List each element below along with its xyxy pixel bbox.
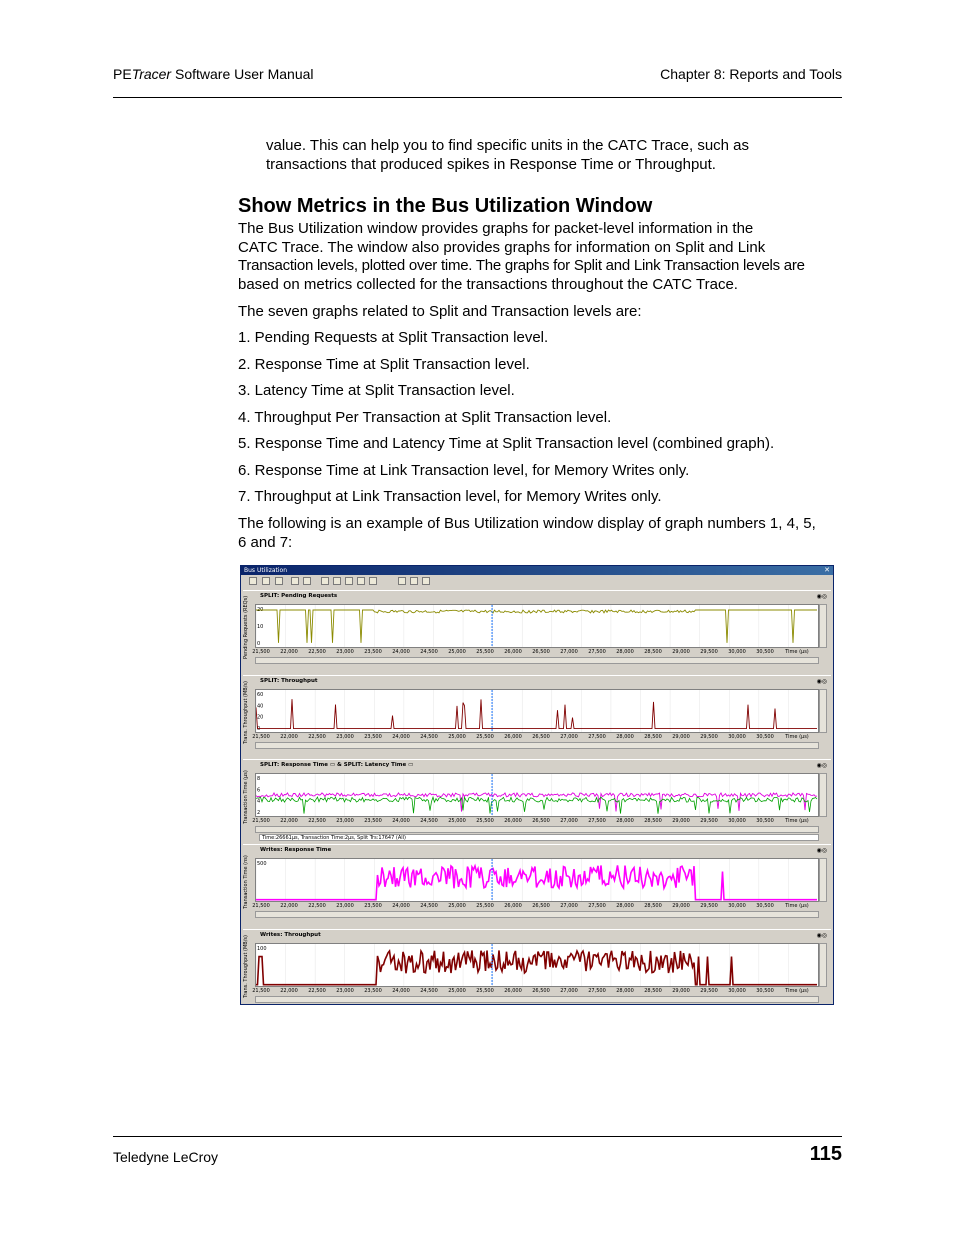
x-tick-label: 23,500 bbox=[364, 988, 382, 994]
y-axis-label: Trans. Throughput (MB/s) bbox=[243, 681, 249, 744]
x-tick-label: 27,500 bbox=[588, 988, 606, 994]
horizontal-scrollbar[interactable] bbox=[255, 996, 819, 1003]
x-tick-label: 25,000 bbox=[448, 649, 466, 655]
graph-panel bbox=[243, 759, 831, 843]
x-tick-label: 23,500 bbox=[364, 903, 382, 909]
y-tick-label: 4 bbox=[257, 798, 261, 805]
page-number: 115 bbox=[809, 1143, 842, 1165]
footer-company: Teledyne LeCroy bbox=[113, 1149, 219, 1165]
x-tick-label: 22,500 bbox=[308, 988, 326, 994]
intro-line-2: transactions that produced spikes in Response Time or Throughput. bbox=[266, 156, 716, 173]
x-tick-label: 26,000 bbox=[504, 818, 522, 824]
collapse-expand-icon[interactable]: ◉◎ bbox=[816, 847, 827, 854]
x-tick-label: 24,000 bbox=[392, 988, 410, 994]
zoom-in-icon[interactable] bbox=[321, 577, 329, 585]
x-tick-label: 30,500 bbox=[756, 818, 774, 824]
collapse-expand-icon[interactable]: ◉◎ bbox=[816, 932, 827, 939]
x-tick-label: 30,000 bbox=[728, 734, 746, 740]
x-tick-label: 30,500 bbox=[756, 988, 774, 994]
vertical-scrollbar[interactable] bbox=[819, 604, 827, 648]
section-paragraph-1 bbox=[238, 220, 844, 294]
series-line bbox=[256, 699, 817, 729]
open-icon[interactable] bbox=[262, 577, 270, 585]
x-unit-label: Time (µs) bbox=[785, 988, 809, 994]
plot-area[interactable] bbox=[255, 858, 819, 902]
x-tick-label: 26,500 bbox=[532, 988, 550, 994]
x-tick-label: 21,500 bbox=[252, 649, 270, 655]
graph-panel bbox=[243, 929, 831, 1005]
x-tick-label: 24,000 bbox=[392, 734, 410, 740]
x-tick-label: 26,500 bbox=[532, 734, 550, 740]
x-axis bbox=[252, 734, 819, 741]
x-tick-label: 28,500 bbox=[644, 734, 662, 740]
running-header-title: PETracer Software User Manual bbox=[113, 66, 314, 82]
y-tick-label: 20 bbox=[257, 714, 264, 721]
y-tick-label: 40 bbox=[257, 703, 264, 710]
sync-icon[interactable] bbox=[410, 577, 418, 585]
collapse-expand-icon[interactable]: ◉◎ bbox=[816, 593, 827, 600]
x-tick-label: 21,500 bbox=[252, 818, 270, 824]
x-tick-label: 27,000 bbox=[560, 818, 578, 824]
window-title: Bus Utilization bbox=[244, 567, 288, 574]
window-title-bar bbox=[241, 566, 833, 575]
zoom-out-icon[interactable] bbox=[333, 577, 341, 585]
toolbar bbox=[241, 576, 833, 588]
footer-rule bbox=[113, 1136, 842, 1137]
x-tick-label: 26,000 bbox=[504, 903, 522, 909]
collapse-expand-icon[interactable]: ◉◎ bbox=[816, 762, 827, 769]
close-icon[interactable]: ✕ bbox=[824, 566, 830, 574]
plot-area[interactable] bbox=[255, 689, 819, 733]
para1-line: Transaction levels, plotted over time. The graphs for Split and Link Transaction levels are bbox=[238, 257, 805, 274]
x-tick-label: 28,500 bbox=[644, 903, 662, 909]
x-tick-label: 22,000 bbox=[280, 649, 298, 655]
vertical-scrollbar[interactable] bbox=[819, 943, 827, 987]
tools-icon[interactable] bbox=[303, 577, 311, 585]
horizontal-scrollbar[interactable] bbox=[255, 826, 819, 833]
x-tick-label: 23,000 bbox=[336, 903, 354, 909]
intro-line-1: value. This can help you to find specific units in the CATC Trace, such as bbox=[266, 137, 750, 154]
section-paragraph-2: The seven graphs related to Split and Transaction levels are: bbox=[238, 303, 642, 320]
graph-panel bbox=[243, 590, 831, 674]
x-axis bbox=[252, 818, 819, 825]
x-tick-label: 27,000 bbox=[560, 734, 578, 740]
x-tick-label: 29,500 bbox=[700, 903, 718, 909]
x-tick-label: 25,500 bbox=[476, 649, 494, 655]
graph-title: SPLIT: Response Time ▭ & SPLIT: Latency Time ▭ bbox=[260, 762, 414, 768]
x-tick-label: 30,500 bbox=[756, 903, 774, 909]
series-line-secondary bbox=[256, 797, 817, 814]
y-tick-label: 0 bbox=[257, 641, 261, 647]
x-tick-label: 21,500 bbox=[252, 988, 270, 994]
x-tick-label: 30,000 bbox=[728, 903, 746, 909]
x-tick-label: 28,500 bbox=[644, 988, 662, 994]
x-tick-label: 23,000 bbox=[336, 649, 354, 655]
y-tick-label: 2 bbox=[257, 810, 261, 816]
y-tick-label: 8 bbox=[257, 776, 261, 782]
list-item: 1. Pending Requests at Split Transaction level. bbox=[238, 329, 549, 346]
x-tick-label: 28,000 bbox=[616, 649, 634, 655]
x-tick-label: 23,000 bbox=[336, 734, 354, 740]
header-rule bbox=[113, 97, 842, 98]
graph-title: SPLIT: Throughput bbox=[260, 678, 318, 684]
x-tick-label: 25,500 bbox=[476, 734, 494, 740]
x-tick-label: 29,000 bbox=[672, 649, 690, 655]
x-tick-label: 22,500 bbox=[308, 818, 326, 824]
x-unit-label: Time (µs) bbox=[785, 734, 809, 740]
y-axis-label: Pending Requests (REQs) bbox=[243, 595, 249, 659]
section-paragraph-3 bbox=[238, 515, 844, 552]
plot-area[interactable] bbox=[255, 943, 819, 987]
x-tick-label: 29,000 bbox=[672, 818, 690, 824]
x-tick-label: 22,000 bbox=[280, 818, 298, 824]
x-tick-label: 25,500 bbox=[476, 988, 494, 994]
graph-panel bbox=[243, 675, 831, 759]
y-axis-label: Transaction Time (µs) bbox=[243, 770, 249, 824]
x-tick-label: 25,000 bbox=[448, 818, 466, 824]
zoom-out-vertical-icon[interactable] bbox=[357, 577, 365, 585]
running-header-chapter: Chapter 8: Reports and Tools bbox=[660, 66, 842, 82]
section-title: Show Metrics in the Bus Utilization Window bbox=[238, 195, 653, 217]
plot-area[interactable] bbox=[255, 773, 819, 817]
x-tick-label: 23,000 bbox=[336, 988, 354, 994]
y-tick-label: 0 bbox=[257, 726, 261, 732]
x-tick-label: 24,500 bbox=[420, 903, 438, 909]
x-tick-label: 23,500 bbox=[364, 734, 382, 740]
x-tick-label: 24,000 bbox=[392, 649, 410, 655]
horizontal-scrollbar[interactable] bbox=[255, 911, 819, 918]
x-tick-label: 29,000 bbox=[672, 734, 690, 740]
graph-areas-icon[interactable] bbox=[291, 577, 299, 585]
x-tick-label: 27,500 bbox=[588, 903, 606, 909]
para1-line: CATC Trace. The window also provides graphs for information on Split and Link bbox=[238, 238, 766, 256]
x-tick-label: 29,500 bbox=[700, 734, 718, 740]
x-tick-label: 26,000 bbox=[504, 649, 522, 655]
x-tick-label: 24,500 bbox=[420, 818, 438, 824]
collapse-expand-icon[interactable]: ◉◎ bbox=[816, 678, 827, 685]
horizontal-scrollbar[interactable] bbox=[255, 657, 819, 664]
x-tick-label: 24,500 bbox=[420, 988, 438, 994]
x-tick-label: 25,500 bbox=[476, 903, 494, 909]
x-tick-label: 29,500 bbox=[700, 988, 718, 994]
series-line bbox=[256, 950, 817, 984]
bus-utilization-window-screenshot bbox=[240, 565, 834, 1005]
x-axis bbox=[252, 649, 819, 656]
x-tick-label: 28,500 bbox=[644, 818, 662, 824]
x-tick-label: 25,500 bbox=[476, 818, 494, 824]
y-tick-label: 10 bbox=[257, 624, 264, 630]
cursor-status: Time:26661µs, Transaction Time:2µs, Split Trs:17647 (All) bbox=[259, 834, 819, 841]
x-unit-label: Time (µs) bbox=[785, 649, 809, 655]
x-tick-label: 28,500 bbox=[644, 649, 662, 655]
vertical-scrollbar[interactable] bbox=[819, 858, 827, 902]
x-unit-label: Time (µs) bbox=[785, 903, 809, 909]
x-tick-label: 28,000 bbox=[616, 818, 634, 824]
x-tick-label: 26,000 bbox=[504, 734, 522, 740]
vertical-scrollbar[interactable] bbox=[819, 773, 827, 817]
x-tick-label: 27,000 bbox=[560, 903, 578, 909]
x-tick-label: 30,000 bbox=[728, 649, 746, 655]
series-line bbox=[256, 793, 817, 812]
print-icon[interactable] bbox=[275, 577, 283, 585]
settings-icon[interactable] bbox=[398, 577, 406, 585]
x-tick-label: 25,000 bbox=[448, 903, 466, 909]
y-tick-label: 6 bbox=[257, 787, 261, 794]
x-tick-label: 25,000 bbox=[448, 734, 466, 740]
x-tick-label: 22,500 bbox=[308, 649, 326, 655]
x-tick-label: 24,500 bbox=[420, 734, 438, 740]
y-tick-label: 20 bbox=[257, 607, 264, 613]
x-tick-label: 30,000 bbox=[728, 818, 746, 824]
para3-line: 6 and 7: bbox=[238, 533, 293, 551]
y-tick-label: 100 bbox=[257, 946, 267, 952]
x-tick-label: 27,000 bbox=[560, 988, 578, 994]
x-tick-label: 30,500 bbox=[756, 734, 774, 740]
zoom-reset-icon[interactable] bbox=[369, 577, 377, 585]
x-tick-label: 26,500 bbox=[532, 818, 550, 824]
para1-line: based on metrics collected for the transactions throughout the CATC Trace. bbox=[238, 275, 738, 293]
x-tick-label: 22,500 bbox=[308, 903, 326, 909]
y-axis-label: Trans. Throughput (MB/s) bbox=[243, 935, 249, 998]
x-tick-label: 27,000 bbox=[560, 649, 578, 655]
list-item: 3. Latency Time at Split Transaction level. bbox=[238, 382, 515, 399]
x-tick-label: 26,500 bbox=[532, 903, 550, 909]
x-tick-label: 30,000 bbox=[728, 988, 746, 994]
x-tick-label: 25,000 bbox=[448, 988, 466, 994]
x-tick-label: 21,500 bbox=[252, 903, 270, 909]
zoom-in-vertical-icon[interactable] bbox=[345, 577, 353, 585]
x-tick-label: 23,500 bbox=[364, 649, 382, 655]
plot-area[interactable] bbox=[255, 604, 819, 648]
list-item: 6. Response Time at Link Transaction level, for Memory Writes only. bbox=[238, 462, 690, 479]
graph-title: Writes: Response Time bbox=[260, 847, 332, 853]
list-item: 2. Response Time at Split Transaction level. bbox=[238, 356, 530, 373]
x-tick-label: 22,000 bbox=[280, 734, 298, 740]
x-tick-label: 22,000 bbox=[280, 903, 298, 909]
graph-panel bbox=[243, 844, 831, 928]
para3-line: The following is an example of Bus Utilization window display of graph numbers 1, 4, 5, bbox=[238, 515, 816, 532]
x-tick-label: 29,500 bbox=[700, 649, 718, 655]
export-icon[interactable] bbox=[422, 577, 430, 585]
y-axis-label: Transaction Time (ns) bbox=[243, 855, 249, 909]
horizontal-scrollbar[interactable] bbox=[255, 742, 819, 749]
list-item: 5. Response Time and Latency Time at Split Transaction level (combined graph). bbox=[238, 435, 775, 452]
y-tick-label: 500 bbox=[257, 861, 267, 867]
graph-title: Writes: Throughput bbox=[260, 932, 321, 938]
x-tick-label: 27,500 bbox=[588, 818, 606, 824]
x-tick-label: 22,000 bbox=[280, 988, 298, 994]
save-icon[interactable] bbox=[249, 577, 257, 585]
graph-title: SPLIT: Pending Requests bbox=[260, 593, 338, 599]
vertical-scrollbar[interactable] bbox=[819, 689, 827, 733]
x-tick-label: 23,500 bbox=[364, 818, 382, 824]
series-line bbox=[256, 865, 817, 899]
x-tick-label: 23,000 bbox=[336, 818, 354, 824]
x-axis bbox=[252, 903, 819, 910]
x-tick-label: 27,500 bbox=[588, 649, 606, 655]
x-tick-label: 28,000 bbox=[616, 988, 634, 994]
x-tick-label: 29,000 bbox=[672, 903, 690, 909]
x-tick-label: 28,000 bbox=[616, 903, 634, 909]
x-tick-label: 30,500 bbox=[756, 649, 774, 655]
x-tick-label: 27,500 bbox=[588, 734, 606, 740]
x-tick-label: 28,000 bbox=[616, 734, 634, 740]
x-tick-label: 24,000 bbox=[392, 818, 410, 824]
x-unit-label: Time (µs) bbox=[785, 818, 809, 824]
x-tick-label: 24,000 bbox=[392, 903, 410, 909]
x-tick-label: 22,500 bbox=[308, 734, 326, 740]
x-axis bbox=[252, 988, 819, 995]
list-item: 7. Throughput at Link Transaction level, for Memory Writes only. bbox=[238, 488, 662, 505]
x-tick-label: 21,500 bbox=[252, 734, 270, 740]
x-tick-label: 29,500 bbox=[700, 818, 718, 824]
x-tick-label: 26,000 bbox=[504, 988, 522, 994]
x-tick-label: 29,000 bbox=[672, 988, 690, 994]
x-tick-label: 24,500 bbox=[420, 649, 438, 655]
x-tick-label: 26,500 bbox=[532, 649, 550, 655]
para1-line: The Bus Utilization window provides graphs for packet-level information in the bbox=[238, 220, 754, 237]
list-item: 4. Throughput Per Transaction at Split Transaction level. bbox=[238, 409, 612, 426]
y-tick-label: 60 bbox=[257, 692, 264, 698]
series-line bbox=[256, 610, 817, 643]
